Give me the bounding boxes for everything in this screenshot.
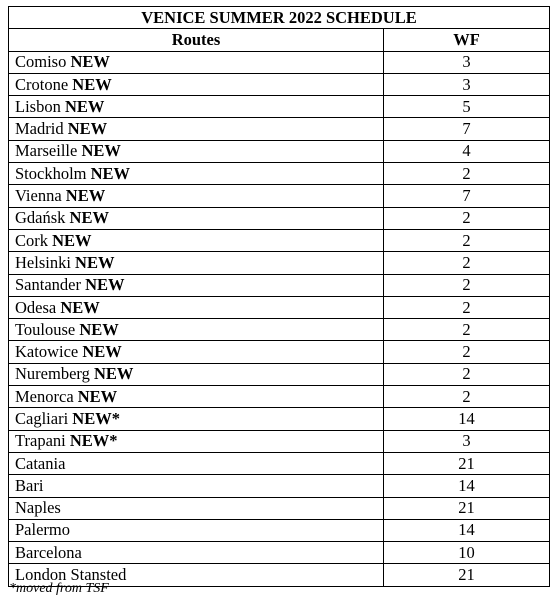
route-city: Nuremberg xyxy=(15,364,90,384)
table-row xyxy=(9,140,550,162)
weekly-frequency-cell: 14 xyxy=(384,475,550,497)
table-row xyxy=(9,341,550,363)
footnote: *moved from TSF xyxy=(9,581,109,596)
weekly-frequency-cell: 5 xyxy=(384,96,550,118)
route-city: Lisbon xyxy=(15,96,61,116)
table-row xyxy=(9,319,550,341)
route-city: Santander xyxy=(15,275,81,295)
new-route-tag: NEW xyxy=(75,252,115,272)
table-row xyxy=(9,430,550,452)
route-city: Toulouse xyxy=(15,319,76,339)
route-city: Madrid xyxy=(15,119,64,139)
new-route-tag: NEW xyxy=(60,297,100,317)
new-route-tag: NEW xyxy=(82,342,122,362)
route-city: Catania xyxy=(15,453,66,473)
table-row xyxy=(9,542,550,564)
route-cell xyxy=(9,96,384,118)
weekly-frequency-cell: 3 xyxy=(384,73,550,95)
route-cell xyxy=(9,363,384,385)
route-cell xyxy=(9,229,384,251)
route-city: Marseille xyxy=(15,141,78,161)
route-cell xyxy=(9,542,384,564)
weekly-frequency-cell: 2 xyxy=(384,252,550,274)
route-cell xyxy=(9,140,384,162)
new-route-tag: NEW xyxy=(67,119,108,139)
route-city: Trapani xyxy=(15,431,66,451)
table-row xyxy=(9,408,550,430)
route-city: London Stansted xyxy=(15,565,127,585)
route-cell xyxy=(9,73,384,95)
table-row xyxy=(9,51,550,73)
table-row xyxy=(9,96,550,118)
route-cell xyxy=(9,386,384,408)
weekly-frequency-cell: 2 xyxy=(384,319,550,341)
new-route-tag: NEW xyxy=(79,319,119,339)
weekly-frequency-cell: 14 xyxy=(384,519,550,541)
route-cell xyxy=(9,163,384,185)
weekly-frequency-cell: 7 xyxy=(384,185,550,207)
weekly-frequency-cell: 2 xyxy=(384,274,550,296)
route-cell xyxy=(9,408,384,430)
route-city: Menorca xyxy=(15,386,74,406)
route-city: Cork xyxy=(15,230,48,250)
route-city: Katowice xyxy=(15,342,79,362)
weekly-frequency-cell: 2 xyxy=(384,229,550,251)
weekly-frequency-cell: 2 xyxy=(384,341,550,363)
table-row xyxy=(9,229,550,251)
route-city: Helsinki xyxy=(15,252,71,272)
weekly-frequency-cell: 2 xyxy=(384,363,550,385)
route-cell xyxy=(9,296,384,318)
new-route-tag: NEW xyxy=(81,141,121,161)
weekly-frequency-cell: 21 xyxy=(384,564,550,586)
new-route-tag: NEW xyxy=(90,163,131,183)
table-row xyxy=(9,252,550,274)
new-route-tag: NEW xyxy=(52,230,92,250)
table-row xyxy=(9,296,550,318)
new-route-tag: NEW xyxy=(72,74,112,94)
route-city: Gdańsk xyxy=(15,208,66,228)
table-row xyxy=(9,185,550,207)
route-cell xyxy=(9,252,384,274)
table-row xyxy=(9,118,550,140)
route-city: Stockholm xyxy=(15,163,87,183)
new-route-tag: NEW xyxy=(65,186,106,206)
weekly-frequency-cell: 4 xyxy=(384,140,550,162)
table-row xyxy=(9,452,550,474)
table-row xyxy=(9,497,550,519)
weekly-frequency-cell: 3 xyxy=(384,51,550,73)
new-route-tag: NEW xyxy=(85,275,125,295)
routes-header: Routes xyxy=(9,29,384,51)
wf-header: WF xyxy=(384,29,550,51)
weekly-frequency-cell: 2 xyxy=(384,296,550,318)
route-cell xyxy=(9,274,384,296)
route-cell xyxy=(9,430,384,452)
title-row xyxy=(9,7,550,29)
table-row xyxy=(9,73,550,95)
route-city: Comiso xyxy=(15,52,67,72)
table-row xyxy=(9,207,550,229)
weekly-frequency-cell: 21 xyxy=(384,452,550,474)
route-city: Bari xyxy=(15,475,44,495)
route-cell xyxy=(9,319,384,341)
route-cell xyxy=(9,452,384,474)
header-row xyxy=(9,29,550,51)
table-title: VENICE SUMMER 2022 SCHEDULE xyxy=(9,7,550,29)
route-cell xyxy=(9,118,384,140)
table-row xyxy=(9,363,550,385)
table-row xyxy=(9,475,550,497)
route-city: Naples xyxy=(15,498,61,518)
new-route-tag: NEW xyxy=(77,386,118,406)
weekly-frequency-cell: 7 xyxy=(384,118,550,140)
route-cell xyxy=(9,497,384,519)
route-city: Barcelona xyxy=(15,542,82,562)
route-cell xyxy=(9,185,384,207)
route-cell xyxy=(9,475,384,497)
route-city: Vienna xyxy=(15,186,62,206)
weekly-frequency-cell: 21 xyxy=(384,497,550,519)
table-row xyxy=(9,386,550,408)
new-route-tag: NEW* xyxy=(72,408,120,428)
weekly-frequency-cell: 2 xyxy=(384,163,550,185)
route-cell xyxy=(9,341,384,363)
new-route-tag: NEW* xyxy=(69,431,118,451)
weekly-frequency-cell: 14 xyxy=(384,408,550,430)
table-row xyxy=(9,274,550,296)
route-city: Palermo xyxy=(15,520,70,540)
schedule-table xyxy=(8,6,550,587)
route-cell xyxy=(9,519,384,541)
route-city: Crotone xyxy=(15,74,69,94)
route-city: Odesa xyxy=(15,297,57,317)
schedule-body xyxy=(9,51,550,586)
weekly-frequency-cell: 2 xyxy=(384,386,550,408)
route-cell xyxy=(9,207,384,229)
new-route-tag: NEW xyxy=(64,96,105,116)
new-route-tag: NEW xyxy=(69,208,109,228)
route-city: Cagliari xyxy=(15,408,69,428)
new-route-tag: NEW xyxy=(93,364,134,384)
weekly-frequency-cell: 10 xyxy=(384,542,550,564)
table-row xyxy=(9,163,550,185)
route-cell xyxy=(9,51,384,73)
weekly-frequency-cell: 2 xyxy=(384,207,550,229)
new-route-tag: NEW xyxy=(70,52,110,72)
weekly-frequency-cell: 3 xyxy=(384,430,550,452)
table-row xyxy=(9,519,550,541)
